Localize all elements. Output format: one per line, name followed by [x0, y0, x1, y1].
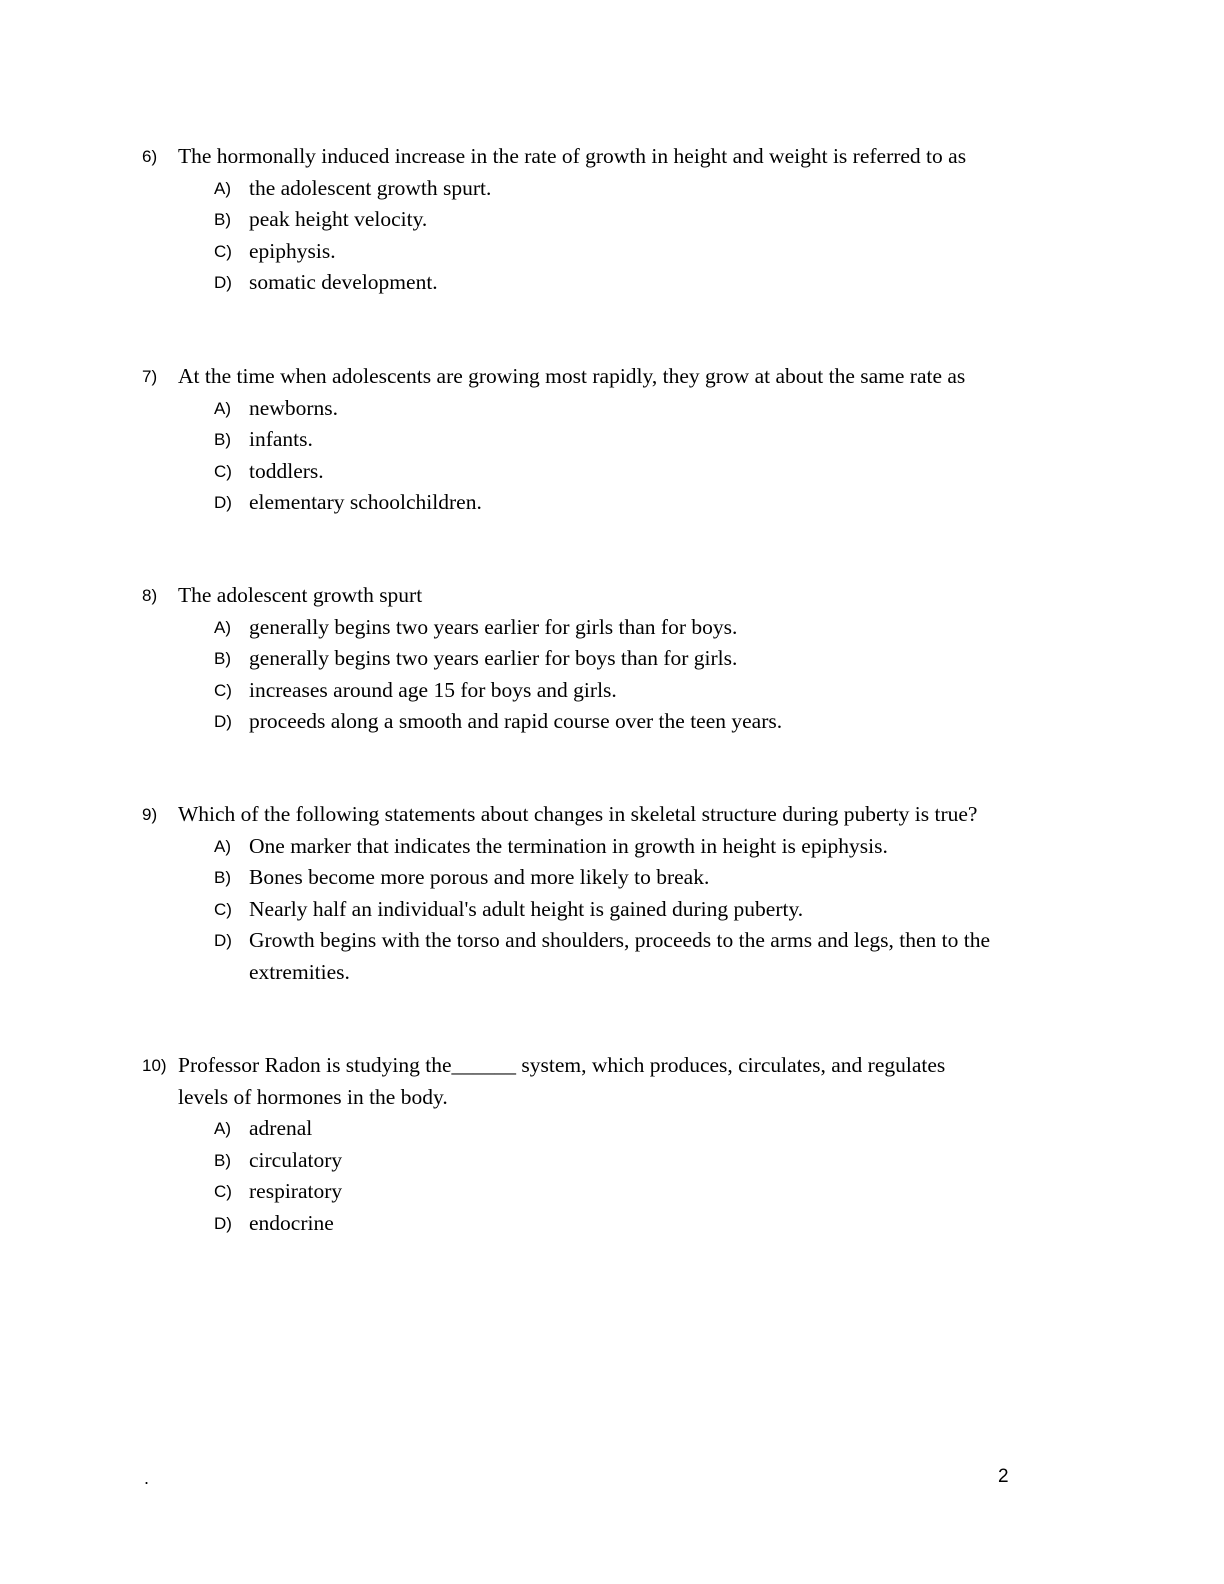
- option-letter: B): [214, 649, 231, 668]
- option-letter: C): [214, 461, 232, 481]
- option-letter: D): [214, 712, 232, 731]
- option-text: Growth begins with the torso and shoulders, proceeds to the arms and legs, then to the: [249, 928, 991, 952]
- answer-option: [0, 267, 1224, 299]
- answer-option: [0, 925, 1224, 957]
- answer-option: [0, 204, 1224, 236]
- option-letter: A): [214, 398, 231, 418]
- option-letter: A): [214, 178, 231, 198]
- option-text: proceeds along a smooth and rapid course over the teen years.: [249, 709, 783, 733]
- option-text: One marker that indicates the termination in growth in height is epiphysis.: [249, 833, 888, 858]
- option-text: respiratory: [249, 1179, 343, 1203]
- answer-option: [0, 862, 1224, 894]
- question-8: [0, 580, 1224, 738]
- option-text: the adolescent growth spurt.: [249, 175, 492, 200]
- question-text: Professor Radon is studying the______ system, which produces, circulates, and regulates: [178, 1053, 946, 1077]
- answer-option: [0, 706, 1224, 738]
- answer-option: [0, 456, 1224, 488]
- option-letter: C): [214, 899, 232, 919]
- option-text: somatic development.: [249, 270, 438, 294]
- option-letter: B): [214, 210, 231, 229]
- option-text: adrenal: [249, 1116, 313, 1140]
- answer-option: [0, 1176, 1224, 1208]
- option-letter: D): [214, 931, 232, 950]
- option-letter: A): [214, 1119, 231, 1138]
- question-line: [0, 1082, 1224, 1114]
- answer-option: [0, 957, 1224, 989]
- option-text: increases around age 15 for boys and girls.: [249, 677, 617, 702]
- option-letter: A): [214, 617, 231, 637]
- question-number: 8): [142, 586, 158, 605]
- option-text: peak height velocity.: [249, 207, 428, 231]
- question-text: The adolescent growth spurt: [178, 583, 423, 607]
- answer-option: [0, 894, 1224, 926]
- answer-option: [0, 1113, 1224, 1145]
- question-line: [0, 799, 1224, 831]
- question-line: [0, 141, 1224, 173]
- question-10: [0, 1050, 1224, 1239]
- answer-option: [0, 612, 1224, 644]
- option-letter: A): [214, 836, 231, 856]
- option-text: circulatory: [249, 1147, 343, 1172]
- question-line: [0, 580, 1224, 612]
- footer-mark: .: [144, 1468, 150, 1488]
- question-number: 9): [142, 805, 158, 824]
- option-letter: C): [214, 680, 232, 700]
- question-9: [0, 799, 1224, 988]
- option-letter: B): [214, 430, 231, 449]
- option-text: toddlers.: [249, 458, 324, 483]
- question-line: [0, 1050, 1224, 1082]
- answer-option: [0, 1208, 1224, 1240]
- option-text: Nearly half an individual's adult height is gained during puberty.: [249, 896, 804, 921]
- question-number: 10): [142, 1056, 167, 1075]
- option-letter: D): [214, 1213, 232, 1233]
- option-text: generally begins two years earlier for girls than for boys.: [249, 614, 738, 639]
- page-number: 2: [998, 1466, 1009, 1487]
- question-number: 7): [142, 367, 158, 386]
- answer-option: [0, 643, 1224, 675]
- option-letter: B): [214, 868, 231, 887]
- question-text: levels of hormones in the body.: [178, 1084, 448, 1109]
- option-text: infants.: [249, 427, 313, 451]
- option-letter: D): [214, 493, 232, 512]
- option-letter: B): [214, 1150, 231, 1170]
- option-text: generally begins two years earlier for boys than for girls.: [249, 646, 738, 670]
- question-number: 6): [142, 147, 158, 166]
- option-letter: C): [214, 1182, 232, 1201]
- option-text: Bones become more porous and more likely to break.: [249, 865, 710, 889]
- question-line: [0, 361, 1224, 393]
- question-text: Which of the following statements about changes in skeletal structure during puberty is true?: [178, 802, 978, 826]
- option-text: elementary schoolchildren.: [249, 490, 482, 514]
- answer-option: [0, 487, 1224, 519]
- option-text: extremities.: [249, 959, 350, 984]
- question-6: [0, 141, 1224, 299]
- answer-option: [0, 236, 1224, 268]
- question-7: [0, 361, 1224, 519]
- option-text: epiphysis.: [249, 238, 336, 263]
- question-text: At the time when adolescents are growing most rapidly, they grow at about the same rate as: [178, 364, 966, 388]
- option-text: endocrine: [249, 1210, 334, 1235]
- option-text: newborns.: [249, 395, 338, 420]
- question-text: The hormonally induced increase in the rate of growth in height and weight is referred to as: [178, 144, 967, 168]
- answer-option: [0, 831, 1224, 863]
- answer-option: [0, 424, 1224, 456]
- answer-option: [0, 393, 1224, 425]
- answer-option: [0, 675, 1224, 707]
- answer-option: [0, 173, 1224, 205]
- answer-option: [0, 1145, 1224, 1177]
- option-letter: D): [214, 273, 232, 292]
- option-letter: C): [214, 241, 232, 261]
